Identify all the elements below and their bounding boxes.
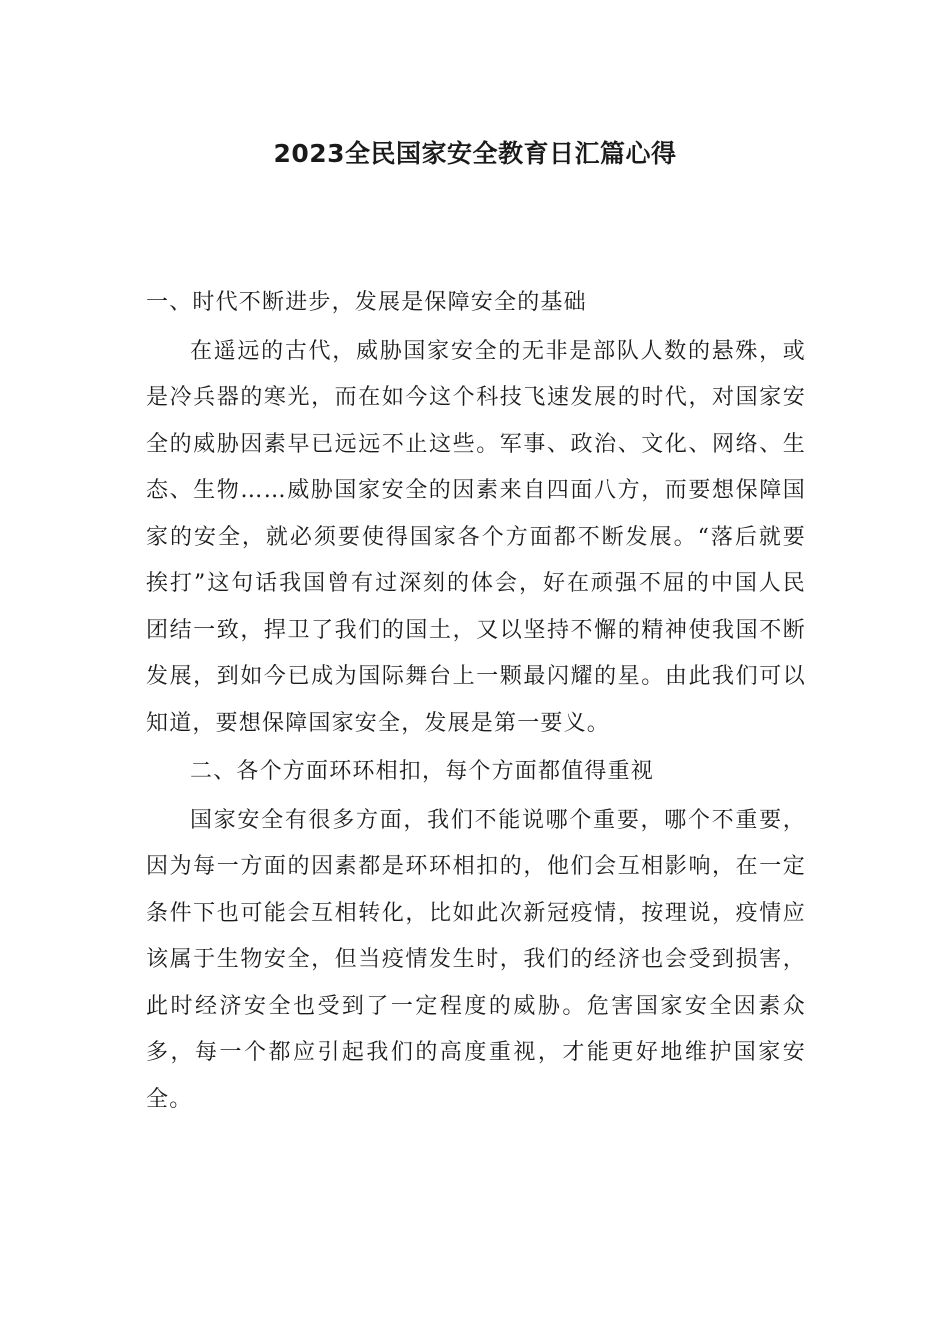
document-title: 2023全民国家安全教育日汇篇心得 [273, 139, 677, 168]
section-heading-1: 一、时代不断进步，发展是保障安全的基础 [146, 290, 587, 315]
section-heading-2: 二、各个方面环环相扣，每个方面都值得重视 [190, 759, 655, 784]
document-body [146, 280, 806, 1123]
section-paragraph-2: 国家安全有很多方面，我们不能说哪个重要，哪个不重要，因为每一方面的因素都是环环相扣的，他们会互相影响，在一定条件下也可能会互相转化，比如此次新冠疫情，按理说，疫情应该属于生物安全，但当疫情发生时，我们的经济也会受到损害，此时经济安全也受到了一定程度的威胁。危害国家安全因素众多，每一个都应引起我们的高度重视，才能更好地维护国家安全。 [146, 807, 806, 1112]
section-paragraph-1: 在遥远的古代，威胁国家安全的无非是部队人数的悬殊，或是冷兵器的寒光，而在如今这个科技飞速发展的时代，对国家安全的威胁因素早已远远不止这些。军事、政治、文化、网络、生态、生物……威胁国家安全的因素来自四面八方，而要想保障国家的安全，就必须要使得国家各个方面都不断发展。“落后就要挨打”这句话我国曾有过深刻的体会，好在顽强不屈的中国人民团结一致，捍卫了我们的国土，又以坚持不懈的精神使我国不断发展，到如今已成为国际舞台上一颗最闪耀的星。由此我们可以知道，要想保障国家安全，发展是第一要义。 [146, 338, 806, 736]
